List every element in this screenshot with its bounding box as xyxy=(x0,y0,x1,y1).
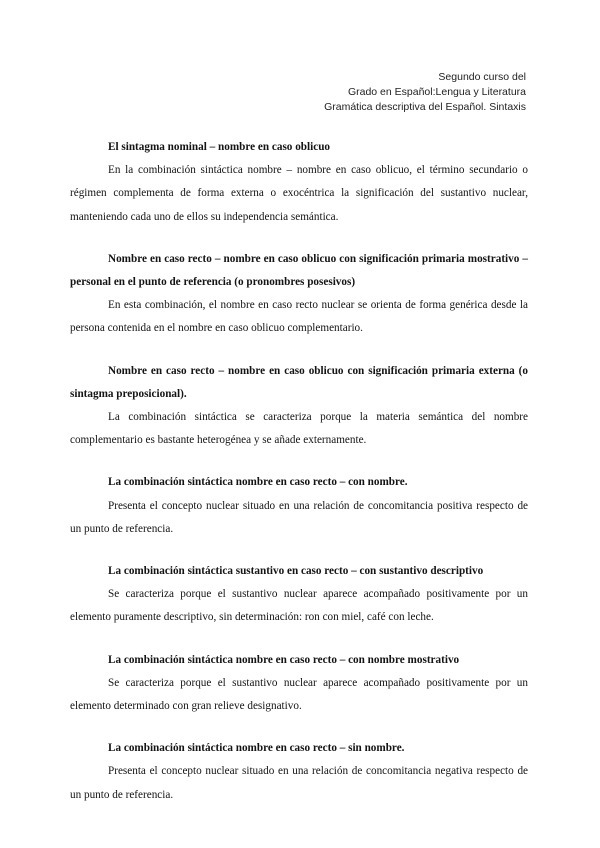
section-paragraph: La combinación sintáctica se caracteriza porque la materia semántica del nombre complementario es bastante heterogénea y se añade externamente. xyxy=(70,411,528,447)
section-paragraph: Presenta el concepto nuclear situado en una relación de concomitancia negativa respecto de un punto de referencia. xyxy=(70,765,528,801)
section xyxy=(70,649,528,719)
section-title: La combinación sintáctica nombre en caso recto – con nombre mostrativo xyxy=(108,653,460,666)
section-title: La combinación sintáctica nombre en caso recto – sin nombre. xyxy=(108,742,405,755)
section-title: La combinación sintáctica nombre en caso recto – con nombre. xyxy=(108,476,408,489)
section xyxy=(70,471,528,541)
section-title: La combinación sintáctica sustantivo en caso recto – con sustantivo descriptivo xyxy=(108,565,484,578)
section xyxy=(70,560,528,630)
document-body xyxy=(70,136,528,807)
header-course: Segundo curso del xyxy=(438,71,526,83)
header-degree: Grado en Español:Lengua y Literatura xyxy=(347,86,526,98)
section-paragraph: En esta combinación, el nombre en caso recto nuclear se orienta de forma genérica desde la persona contenida en el nombre en caso oblicuo complementario. xyxy=(70,299,528,335)
section xyxy=(70,248,528,341)
section-paragraph: Presenta el concepto nuclear situado en una relación de concomitancia positiva respecto de un punto de referencia. xyxy=(70,499,528,535)
section-paragraph: Se caracteriza porque el sustantivo nuclear aparece acompañado positivamente por un elemento determinado con gran relieve designativo. xyxy=(70,676,528,713)
header-subject: Gramática descriptiva del Español. Sintaxis xyxy=(324,101,526,113)
section-paragraph: Se caracteriza porque el sustantivo nuclear aparece acompañado positivamente por un elemento puramente descriptivo, sin determinación: ron con miel, café con leche. xyxy=(70,588,528,624)
section xyxy=(70,360,528,453)
section-paragraph: En la combinación sintáctica nombre – nombre en caso oblicuo, el término secundario o régimen complementa de forma externa o exocéntrica la significación del sustantivo nuclear, manteniendo cada uno de ellos su independencia semántica. xyxy=(70,164,528,223)
section xyxy=(70,136,528,229)
section-title: Nombre en caso recto – nombre en caso oblicuo con significación primaria mostrativo – personal en el punto de referencia (o pronombres posesivos) xyxy=(70,252,528,289)
document-header xyxy=(324,70,526,115)
section-title: Nombre en caso recto – nombre en caso oblicuo con significación primaria externa (o sintagma preposicional). xyxy=(70,364,528,400)
section xyxy=(70,737,528,807)
section-title: El sintagma nominal – nombre en caso oblicuo xyxy=(108,141,331,153)
